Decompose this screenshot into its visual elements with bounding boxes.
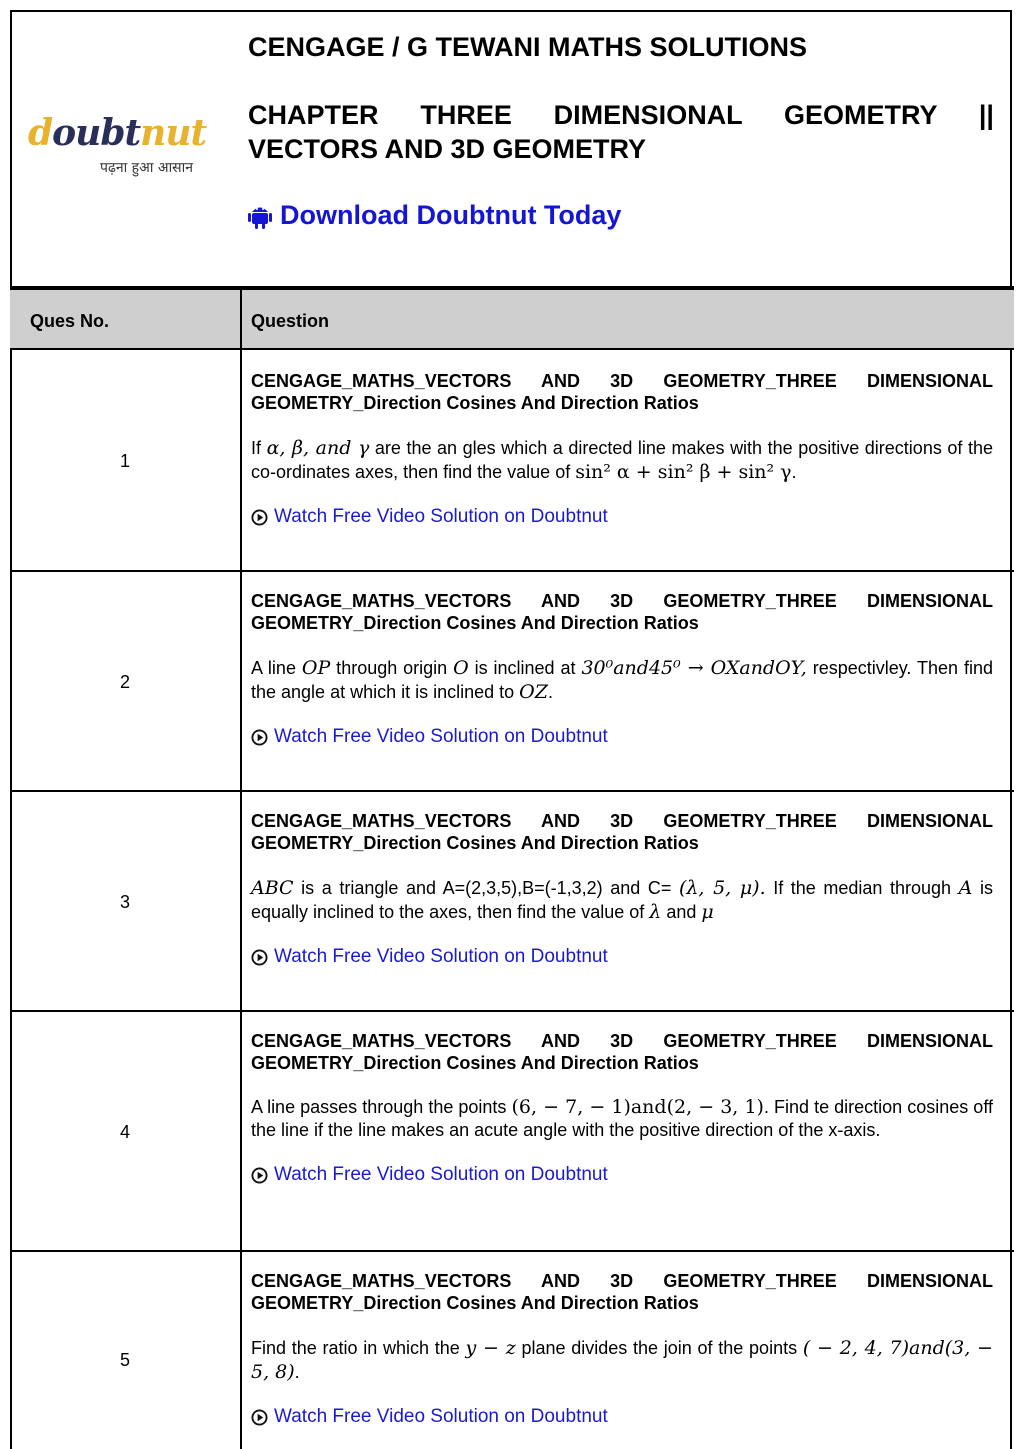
watch-video-link[interactable]: Watch Free Video Solution on Doubtnut — [251, 946, 993, 968]
question-cell — [251, 1270, 993, 1428]
question-text: ABC is a triangle and A=(2,3,5),B=(-1,3,2) and C= (λ, 5, μ). If the median through A is equally inclined to the axes, then find the value of λ and μ — [251, 877, 993, 923]
play-icon — [251, 509, 268, 526]
question-number: 1 — [119, 451, 130, 471]
page-title: CENGAGE / G TEWANI MATHS SOLUTIONS — [248, 32, 808, 62]
question-text: Find the ratio in which the y − z plane divides the join of the points ( − 2, 4, 7)and(3, − 5, 8). — [251, 1337, 993, 1383]
logo-letter-d: d — [28, 112, 53, 154]
col-question: Question — [251, 311, 330, 331]
play-icon — [251, 949, 268, 966]
question-category: CENGAGE_MATHS_VECTORS AND 3D GEOMETRY_THREE DIMENSIONAL GEOMETRY_Direction Cosines And Direction Ratios — [251, 371, 993, 413]
chapter-title: CHAPTER THREE DIMENSIONAL GEOMETRY || VECTORS AND 3D GEOMETRY — [248, 100, 994, 164]
question-category: CENGAGE_MATHS_VECTORS AND 3D GEOMETRY_THREE DIMENSIONAL GEOMETRY_Direction Cosines And Direction Ratios — [251, 811, 993, 853]
play-icon — [251, 1167, 268, 1184]
question-number: 3 — [119, 892, 130, 912]
question-text: A line OP through origin O is inclined at 30⁰and45⁰ → OXandOY, respectivley. Then find the angle at which it is inclined to OZ. — [251, 657, 994, 703]
question-category: CENGAGE_MATHS_VECTORS AND 3D GEOMETRY_THREE DIMENSIONAL GEOMETRY_Direction Cosines And Direction Ratios — [251, 1031, 993, 1073]
play-icon — [251, 729, 268, 746]
question-cell — [251, 590, 993, 748]
play-icon — [251, 1409, 268, 1426]
question-category: CENGAGE_MATHS_VECTORS AND 3D GEOMETRY_THREE DIMENSIONAL GEOMETRY_Direction Cosines And Direction Ratios — [251, 591, 993, 633]
table-row — [10, 792, 1014, 1012]
question-number: 4 — [119, 1122, 130, 1142]
question-category: CENGAGE_MATHS_VECTORS AND 3D GEOMETRY_THREE DIMENSIONAL GEOMETRY_Direction Cosines And Direction Ratios — [251, 1271, 993, 1313]
download-label: Download Doubtnut Today — [280, 200, 622, 230]
table-row — [10, 350, 1014, 572]
column-divider — [240, 290, 242, 1449]
download-link[interactable] — [248, 200, 621, 231]
watch-video-link[interactable]: Watch Free Video Solution on Doubtnut — [251, 1406, 993, 1428]
question-number: 5 — [119, 1350, 130, 1370]
watch-video-link[interactable]: Watch Free Video Solution on Doubtnut — [251, 726, 993, 748]
logo-tagline: पढ़ना हुआ आसान — [100, 160, 194, 176]
watch-video-link[interactable]: Watch Free Video Solution on Doubtnut — [251, 506, 993, 528]
logo-part-oubt: oubt — [52, 112, 141, 154]
watch-video-link[interactable]: Watch Free Video Solution on Doubtnut — [251, 1164, 993, 1186]
logo-part-nut: nut — [140, 112, 207, 154]
question-text: A line passes through the points (6, − 7, − 1)and(2, − 3, 1). Find te direction cosines off the line if the line makes an acute angle with the positive direction of the x-axis. — [251, 1096, 993, 1140]
question-number: 2 — [119, 672, 130, 692]
android-icon — [248, 202, 272, 230]
doubtnut-logo — [28, 112, 218, 182]
table-row — [10, 1252, 1014, 1449]
table-header — [10, 290, 1014, 350]
table-row — [10, 572, 1014, 792]
table-row — [10, 1012, 1014, 1252]
question-cell — [251, 370, 993, 528]
question-cell — [251, 810, 993, 968]
question-text: If α, β, and γ are the an gles which a directed line makes with the positive directions of the co-ordinates axes, then find the value of sin² α + sin² β + sin² γ. — [251, 437, 993, 483]
col-ques-no: Ques No. — [30, 311, 110, 331]
question-cell — [251, 1030, 993, 1186]
